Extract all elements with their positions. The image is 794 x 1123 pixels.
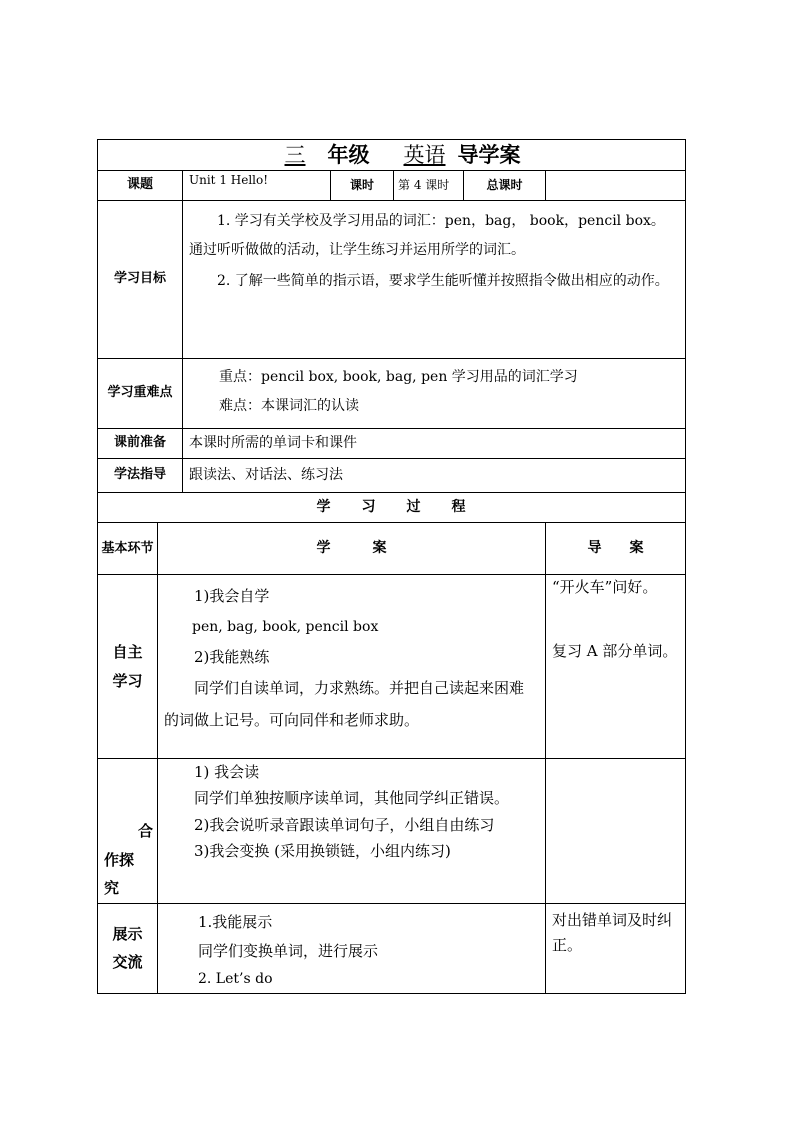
- self-study-label: 自主学习: [98, 575, 158, 759]
- coop-label-2: 作探: [104, 850, 135, 869]
- col-plan-header: 学 案: [158, 523, 546, 575]
- self-study-line-3: 2)我能熟练: [194, 647, 270, 666]
- grade: 三: [284, 143, 306, 167]
- self-study-line-4: 同学们自读单词，力求熟练。并把自己读起来困难的词做上记号。可向同伴和老师求助。: [164, 679, 525, 729]
- coop-label-3: 究: [104, 879, 120, 897]
- col-guide-header: 导 案: [546, 523, 686, 575]
- key-points-label: 学习重难点: [98, 359, 183, 429]
- show-line-1: 1.我能展示: [198, 912, 273, 931]
- coop-guide: [546, 759, 686, 904]
- period-label: 课时: [331, 171, 394, 201]
- self-study-guide-1: “开火车”问好。: [552, 578, 658, 596]
- show-label: 展示交流: [98, 903, 158, 994]
- topic-label: 课题: [98, 171, 183, 201]
- lesson-plan: [97, 139, 685, 994]
- key-difficulty: 难点：本课词汇的认读: [219, 398, 359, 415]
- goals-label: 学习目标: [98, 201, 183, 359]
- method-label: 学法指导: [98, 459, 183, 493]
- goal-1: 1. 学习有关学校及学习用品的词汇：pen，bag， book，pencil box。通过听听做做的活动，让学生练习并运用所学的词汇。: [189, 213, 665, 259]
- process-header: 学 习 过 程: [98, 493, 686, 523]
- total-period-label: 总课时: [464, 171, 546, 201]
- show-line-2: 同学们变换单词，进行展示: [198, 941, 379, 960]
- prep-value: 本课时所需的单词卡和课件: [183, 429, 686, 459]
- prep-label: 课前准备: [98, 429, 183, 459]
- coop-line-4: 3)我会变换 (采用换锁链，小组内练习): [194, 841, 451, 860]
- topic-value: Unit 1 Hello!: [183, 171, 331, 201]
- self-study-words: pen, bag, book, pencil box: [192, 618, 379, 635]
- self-study-line-1: 1)我会自学: [194, 587, 270, 605]
- key-focus: 重点：pencil box, book, bag, pen 学习用品的词汇学习: [219, 369, 578, 385]
- coop-line-3: 2)我会说听录音跟读单词句子，小组自由练习: [194, 815, 495, 834]
- goal-2: 2. 了解一些简单的指示语，要求学生能听懂并按照指令做出相应的动作。: [217, 272, 669, 289]
- col-stage-header: 基本环节: [98, 523, 158, 575]
- subject: 英语: [403, 143, 446, 167]
- show-line-3: 2. Let’s do: [198, 971, 273, 987]
- total-period-value: [546, 171, 686, 201]
- show-guide: 对出错单词及时纠正。: [546, 903, 686, 994]
- self-study-guide-2: 复习 A 部分单词。: [552, 641, 678, 660]
- coop-label-1: 合: [137, 822, 153, 840]
- lesson-plan-table: [97, 139, 686, 994]
- method-value: 跟读法、对话法、练习法: [183, 459, 686, 493]
- title-suffix: 导学案: [457, 142, 521, 167]
- page-title: [98, 140, 686, 171]
- period-value: 第 4 课时: [394, 171, 464, 201]
- coop-line-2: 同学们单独按顺序读单词，其他同学纠正错误。: [194, 789, 510, 808]
- grade-suffix: 年级: [327, 142, 370, 167]
- coop-line-1: 1) 我会读: [194, 763, 260, 781]
